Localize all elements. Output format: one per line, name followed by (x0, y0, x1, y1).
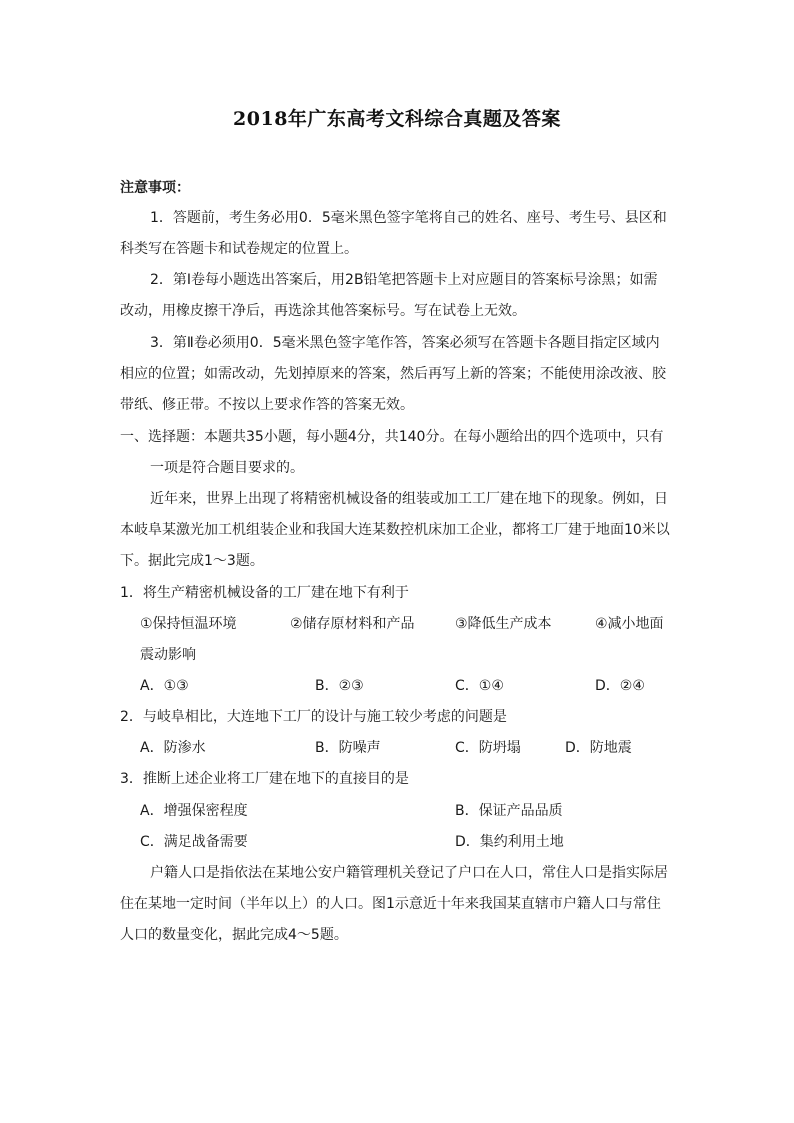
question-3-option-a: A．增强保密程度 (140, 803, 248, 819)
notice-item-1-line-2: 科类写在答题卡和试卷规定的位置上。 (120, 241, 358, 257)
section-heading-line-1: 一、选择题：本题共35小题，每小题4分，共140分。在每小题给出的四个选项中，只有 (120, 429, 664, 445)
notice-item-3-line-1: 3．第Ⅱ卷必须用0．5毫米黑色签字笔作答，答案必须写在答题卡各题目指定区域内 (150, 335, 660, 351)
question-1-stem: 1．将生产精密机械设备的工厂建在地下有利于 (120, 585, 409, 601)
question-3-stem: 3．推断上述企业将工厂建在地下的直接目的是 (120, 771, 409, 787)
notice-heading: 注意事项： (120, 180, 190, 196)
question-2-stem: 2．与岐阜相比，大连地下工厂的设计与施工较少考虑的问题是 (120, 709, 507, 725)
question-1-item-4: ④减小地面 (595, 616, 664, 632)
passage-1-line-3: 下。据此完成1～3题。 (120, 553, 264, 569)
question-1-item-3: ③降低生产成本 (455, 616, 552, 632)
passage-1-line-1: 近年来，世界上出现了将精密机械设备的组装或加工工厂建在地下的现象。例如，日 (150, 491, 668, 507)
question-1-option-a: A．①③ (140, 678, 189, 694)
passage-2-line-3: 人口的数量变化，据此完成4～5题。 (120, 927, 348, 943)
question-2-option-d: D．防地震 (565, 740, 632, 756)
passage-2-line-2: 住在某地一定时间（半年以上）的人口。图1示意近十年来我国某直辖市户籍人口与常住 (120, 896, 661, 912)
question-1-option-c: C．①④ (455, 678, 504, 694)
question-1-item-1: ①保持恒温环境 (140, 616, 237, 632)
question-1-item-4-cont: 震动影响 (140, 647, 196, 663)
notice-item-2-line-1: 2．第Ⅰ卷每小题选出答案后，用2B铅笔把答题卡上对应题目的答案标号涂黑；如需 (150, 272, 658, 288)
question-2-option-b: B．防噪声 (315, 740, 381, 756)
question-3-option-b: B．保证产品品质 (455, 803, 563, 819)
notice-item-2-line-2: 改动，用橡皮擦干净后，再选涂其他答案标号。写在试卷上无效。 (120, 303, 526, 319)
question-1-option-b: B．②③ (315, 678, 364, 694)
passage-2-line-1: 户籍人口是指依法在某地公安户籍管理机关登记了户口在人口，常住人口是指实际居 (150, 865, 668, 881)
notice-item-3-line-2: 相应的位置；如需改动，先划掉原来的答案，然后再写上新的答案；不能使用涂改液、胶 (120, 366, 666, 382)
question-1-option-d: D．②④ (595, 678, 645, 694)
question-3-option-c: C．满足战备需要 (140, 834, 248, 850)
notice-item-3-line-3: 带纸、修正带。不按以上要求作答的答案无效。 (120, 397, 414, 413)
passage-1-line-2: 本岐阜某激光加工机组装企业和我国大连某数控机床加工企业，都将工厂建于地面10米以 (120, 522, 670, 538)
question-1-item-2: ②储存原材料和产品 (290, 616, 415, 632)
question-2-option-c: C．防坍塌 (455, 740, 521, 756)
question-2-option-a: A．防渗水 (140, 740, 206, 756)
section-heading-line-2: 一项是符合题目要求的。 (150, 460, 304, 476)
notice-item-1-line-1: 1．答题前，考生务必用0．5毫米黑色签字笔将自己的姓名、座号、考生号、县区和 (150, 210, 667, 226)
question-3-option-d: D．集约利用土地 (455, 834, 564, 850)
page-title: 2018年广东高考文科综合真题及答案 (233, 108, 561, 130)
